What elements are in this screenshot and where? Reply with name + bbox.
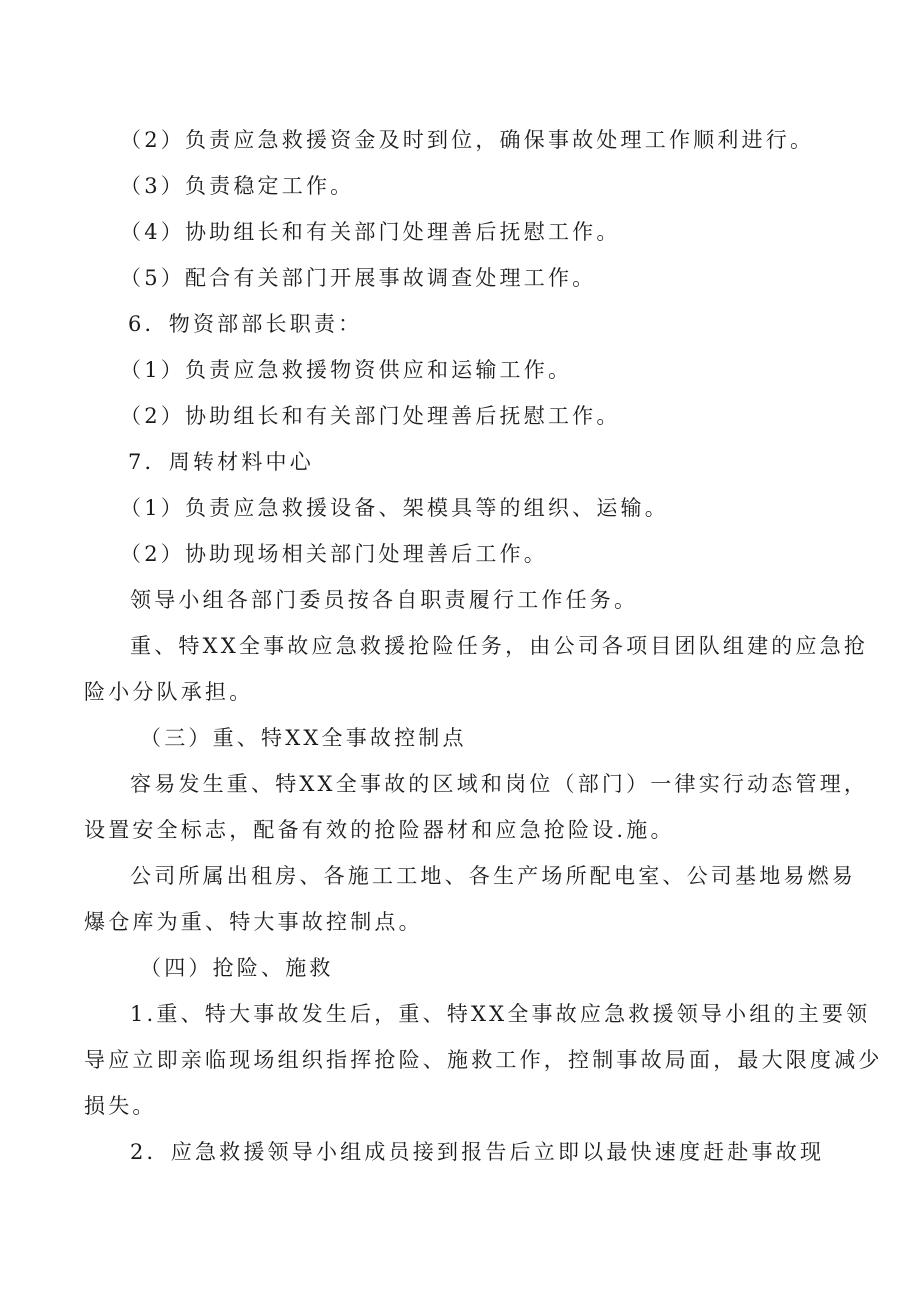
paragraph-control-points-line2: 爆仓库为重、特大事故控制点。 [84,910,423,934]
line-item-2-funding: （2）负责应急救援资金及时到位，确保事故处理工作顺利进行。 [120,128,815,152]
paragraph-control-points-line1: 公司所属出租房、各施工工地、各生产场所配电室、公司基地易燃易 [130,864,856,888]
paragraph-rescue-1-line2: 导应立即亲临现场组织指挥抢险、施救工作，控制事故局面，最大限度减少 [84,1048,883,1072]
line-7-item-1: （1）负责应急救援设备、架模具等的组织、运输。 [120,496,669,520]
line-6-item-2: （2）协助组长和有关部门处理善后抚慰工作。 [120,404,621,428]
section-heading-rescue: （四）抢险、施救 [140,956,334,980]
line-item-3-stability: （3）负责稳定工作。 [120,174,355,198]
paragraph-rescue-1-line3: 损失。 [84,1094,157,1118]
paragraph-dynamic-management-line1: 容易发生重、特XX全事故的区域和岗位（部门）一律实行动态管理， [130,772,869,796]
line-item-5-investigation: （5）配合有关部门开展事故调查处理工作。 [120,266,597,290]
paragraph-rescue-task-line2: 险小分队承担。 [84,680,254,704]
paragraph-dynamic-management-line2: 设置安全标志，配备有效的抢险器材和应急抢险设.施。 [84,818,675,842]
section-7-heading: 7．周转材料中心 [128,450,314,474]
paragraph-rescue-1-line1: 1.重、特大事故发生后，重、特XX全事故应急救援领导小组的主要领 [130,1002,871,1026]
section-6-heading: 6．物资部部长职责： [128,312,363,336]
paragraph-committee: 领导小组各部门委员按各自职责履行工作任务。 [130,588,639,612]
paragraph-rescue-2-line1: 2．应急救援领导小组成员接到报告后立即以最快速度赶赴事故现 [130,1140,825,1164]
line-6-item-1: （1）负责应急救援物资供应和运输工作。 [120,358,573,382]
paragraph-rescue-task-line1: 重、特XX全事故应急救援抢险任务，由公司各项目团队组建的应急抢 [130,634,869,658]
section-heading-control-points: （三）重、特XX全事故控制点 [140,726,467,750]
line-item-4-assist: （4）协助组长和有关部门处理善后抚慰工作。 [120,220,621,244]
line-7-item-2: （2）协助现场相关部门处理善后工作。 [120,542,548,566]
